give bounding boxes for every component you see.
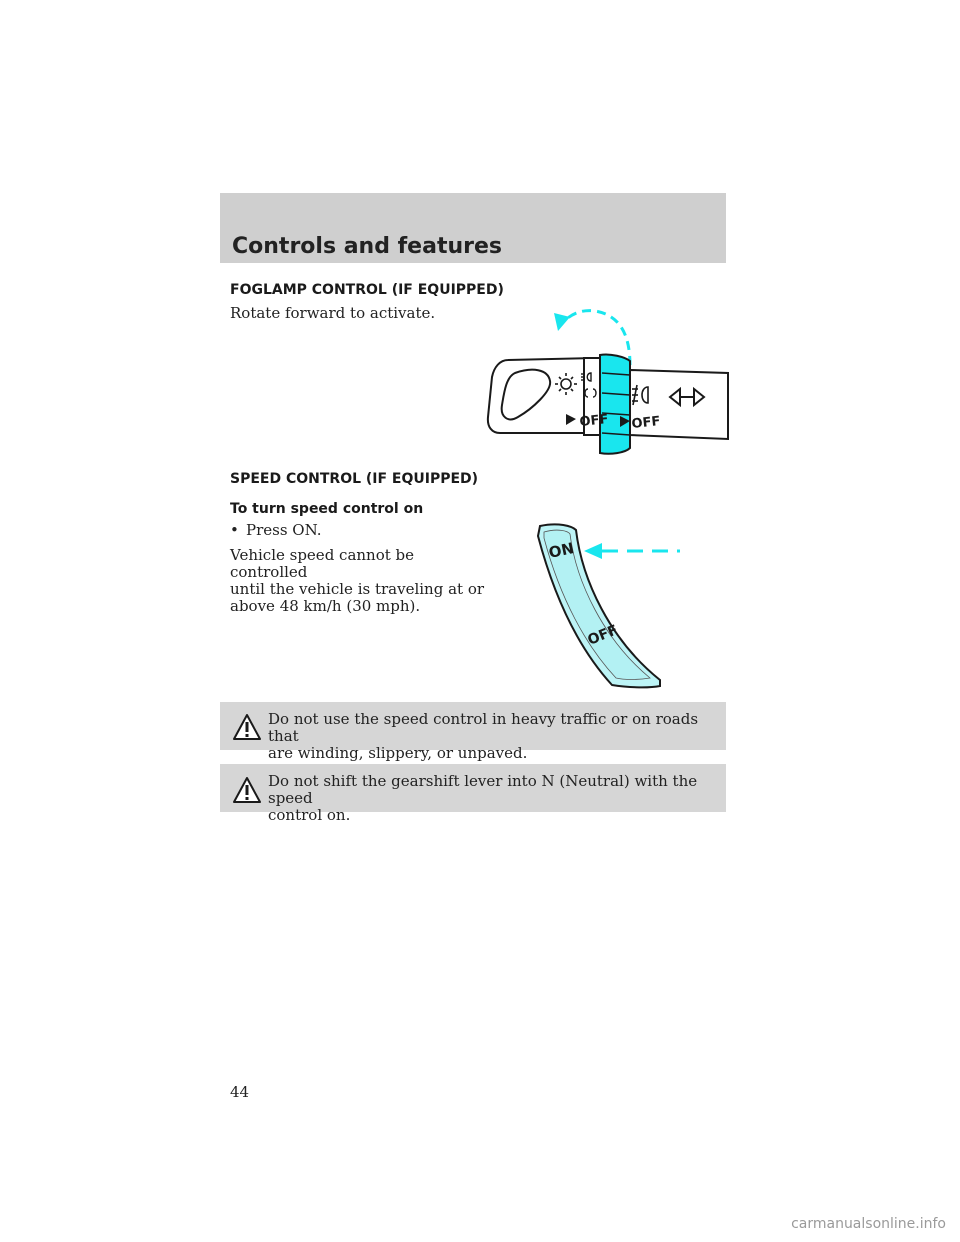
watermark: carmanualsonline.info	[791, 1216, 946, 1232]
bullet-text: Press ON.	[246, 521, 322, 539]
speed-control-illustration	[520, 520, 690, 695]
warning-line: Do not use the speed control in heavy traffic or on roads that	[268, 710, 699, 745]
warning-text	[268, 773, 716, 824]
note-line: until the vehicle is traveling at or	[230, 580, 485, 598]
speed-control-off-label: OFF	[585, 622, 621, 649]
speed-control-on-label: ON	[547, 539, 576, 562]
speed-control-note	[230, 547, 490, 615]
foglamp-right-off-label: OFF	[630, 414, 662, 432]
note-line: Vehicle speed cannot be controlled	[230, 546, 415, 581]
warning-triangle-icon	[232, 776, 262, 804]
foglamp-instruction: Rotate forward to activate.	[230, 304, 436, 322]
speed-control-subheading: To turn speed control on	[230, 501, 424, 517]
note-line: above 48 km/h (30 mph).	[230, 597, 421, 615]
warning-line: Do not shift the gearshift lever into N (Neutral) with the speed	[268, 772, 698, 807]
bullet-marker: •	[230, 521, 239, 539]
foglamp-ring	[600, 354, 630, 453]
page-title: Controls and features	[232, 234, 502, 259]
header-band	[220, 193, 726, 263]
foglamp-lever-illustration	[480, 305, 730, 465]
foglamp-heading: FOGLAMP CONTROL (IF EQUIPPED)	[230, 282, 504, 298]
warning-line: are winding, slippery, or unpaved.	[268, 744, 528, 762]
speed-control-heading: SPEED CONTROL (IF EQUIPPED)	[230, 471, 479, 487]
warning-box	[220, 702, 726, 762]
page-number: 44	[230, 1083, 250, 1101]
warning-text	[268, 711, 716, 762]
warning-box	[220, 764, 726, 824]
speed-control-bullet	[230, 521, 322, 539]
warning-triangle-icon	[232, 713, 262, 741]
warning-line: control on.	[268, 806, 351, 824]
press-arrow-head-icon	[584, 543, 602, 559]
foglamp-left-off-label: OFF	[578, 412, 610, 430]
rotate-arrow-head-icon	[554, 313, 570, 331]
